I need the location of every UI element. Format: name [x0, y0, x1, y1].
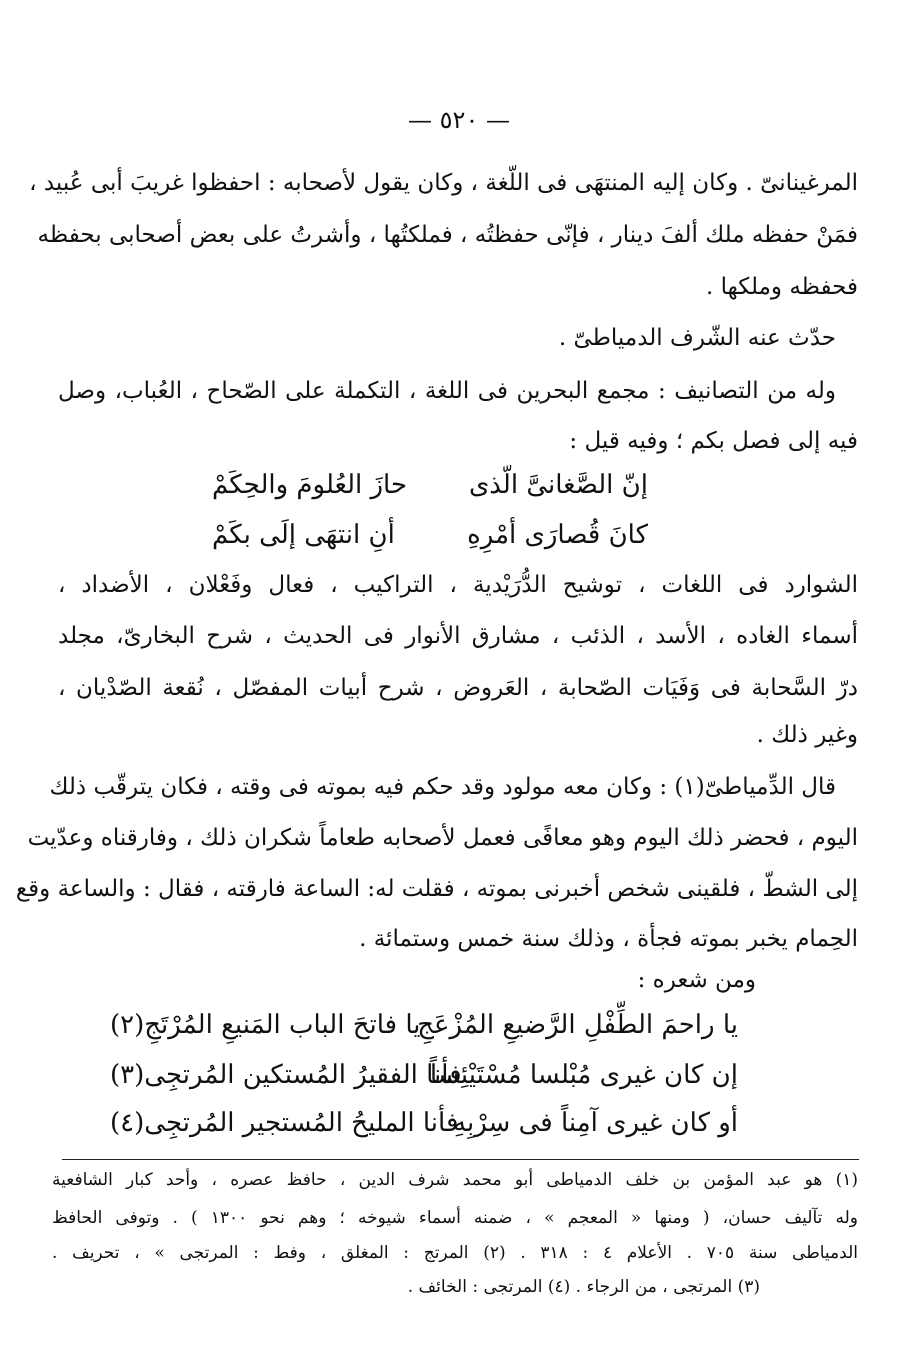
- verse-second-hemistich: فأنا الفقيرُ المُستكين المُرتجِى(٣): [110, 1060, 462, 1090]
- text-line: درّ السَّحابة فى وَفَيَات الصّحابة ، العَروض ، شرح أبيات المفصّل ، نُقعة الصّدْيان ،: [58, 675, 858, 701]
- text-line: فحفظه وملكها .: [706, 274, 858, 300]
- text-line: اليوم ، فحضر ذلك اليوم وهو معافًى فعمل لأصحابه طعاماً شكران ذلك ، وفارقناه وعدّيت: [27, 825, 858, 851]
- text-line: الحِمام يخبر بموته فجأة ، وذلك سنة خمس وستمائة .: [359, 926, 858, 952]
- verse-first-hemistich: كانَ قُصارَى أمْرِهِ: [467, 520, 648, 550]
- verse-first-hemistich: يا راحمَ الطِّفْلِ الرَّضيعِ المُزْعَجِ: [417, 1010, 738, 1040]
- verse-first-hemistich: إنّ الصَّغانىَّ الّذى: [468, 470, 648, 500]
- text-line: فيه إلى فصل بكم ؛ وفيه قيل :: [569, 428, 858, 454]
- text-line: إلى الشطّ ، فلقينى شخص أخبرنى بموته ، فقلت له: الساعة فارقته ، فقال : والساعة وقع: [15, 876, 858, 902]
- footnote-line: (١) هو عبد المؤمن بن خلف الدمياطى أبو محمد شرف الدين ، حافظ عصره ، وأحد كبار الشافعية: [52, 1170, 858, 1190]
- verse-second-hemistich: فأنا المليحُ المُستجير المُرتجِى(٤): [110, 1108, 459, 1138]
- footnote-line: (٣) المرتجى ، من الرجاء . (٤) المرتجى : الخائف .: [407, 1277, 760, 1297]
- text-line: ومن شعره :: [637, 967, 756, 993]
- footnote-line: وله تآليف حسان، ( ومنها « المعجم » ، ضمنه أسماء شيوخه ؛ وهم نحو ١٣٠٠ ) . وتوفى الحافظ: [52, 1208, 858, 1228]
- text-line: وغير ذلك .: [756, 722, 858, 748]
- text-line: قال الدِّمياطىّ(١) : وكان معه مولود وقد حكم فيه بموته فى وقته ، فكان يترقّب ذلك: [49, 774, 836, 800]
- text-line: وله من التصانيف : مجمع البحرين فى اللغة ، التكملة على الصّحاح ، العُباب، وصل: [58, 378, 836, 404]
- footnote-line: الدمياطى سنة ٧٠٥ . الأعلام ٤ : ٣١٨ . (٢) المرتج : المغلق ، وفط : المرتجى » ، تحريف .: [52, 1243, 858, 1263]
- text-line: المرغينانىّ . وكان إليه المنتهَى فى اللّغة ، وكان يقول لأصحابه : احفظوا غريبَ أبى عُبيد ،: [29, 170, 858, 196]
- text-line: أسماء الغاده ، الأسد ، الذئب ، مشارق الأنوار فى الحديث ، شرح البخارىّ، مجلد: [58, 623, 858, 649]
- verse-first-hemistich: أو كان غيرى آمِناً فى سِرْبِهِ: [453, 1108, 738, 1138]
- footnote-separator: [62, 1159, 859, 1160]
- verse-second-hemistich: أنِ انتهَى إلَى بكَمْ: [212, 520, 395, 550]
- verse-first-hemistich: إن كان غيرى مُبْلسا مُسْتَيْئِساً: [429, 1060, 738, 1090]
- text-line: فمَنْ حفظه ملك ألفَ دينار ، فإنّى حفظتُه ، فملكتُها ، وأشرتُ على بعض أصحابى بحفظه: [37, 222, 858, 248]
- text-line: الشوارد فى اللغات ، توشيح الدُّرَيْدية ، التراكيب ، فعال وفَعْلان ، الأضداد ،: [58, 572, 858, 598]
- verse-second-hemistich: حازَ العُلومَ والحِكَمْ: [212, 470, 408, 500]
- page-number: — ٥٢٠ —: [408, 106, 510, 134]
- verse-second-hemistich: يا فاتحَ الباب المَنيعِ المُرْتَجِ(٢): [110, 1010, 421, 1040]
- text-line: حدّث عنه الشّرف الدمياطىّ .: [558, 325, 836, 351]
